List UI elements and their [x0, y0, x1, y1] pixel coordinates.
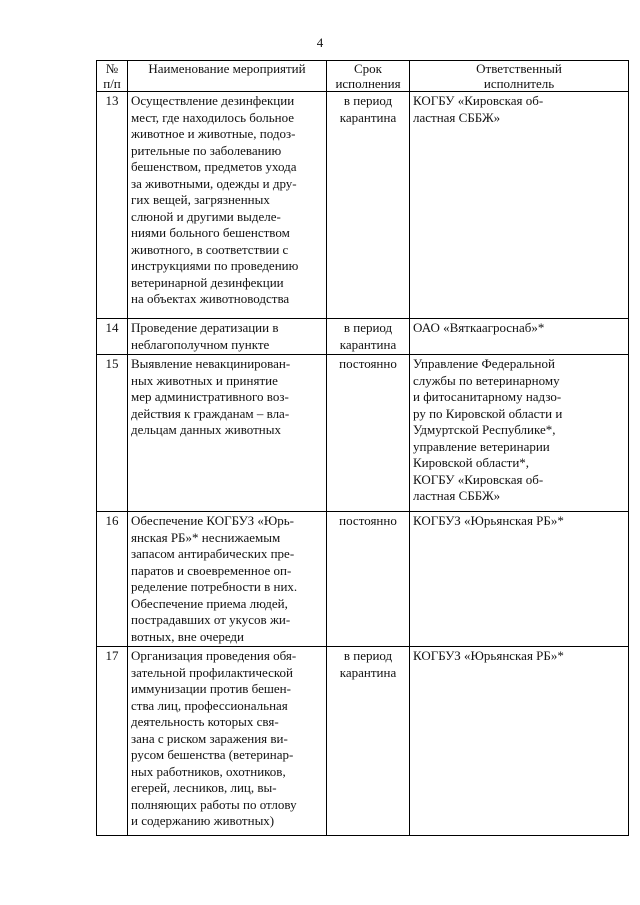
measure-responsible: КОГБУ «Кировская об- ластная СББЖ»	[410, 92, 629, 319]
measure-term: в период карантина	[327, 647, 410, 836]
measure-responsible: ОАО «Вяткаагроснаб»*	[410, 319, 629, 355]
measure-term: постоянно	[327, 355, 410, 512]
measure-name: Организация проведения обя- зательной профилактической иммунизации против бешен- ства лиц, профессиональная деятельность которых свя- зана с риском заражения ви- русом бешенства (ветеринар- ных работников, охотников, егерей, лесников, лиц, вы- полняющих работы по отлову и содержанию животных)	[128, 647, 327, 836]
table-row	[97, 92, 629, 319]
measure-term: в период карантина	[327, 92, 410, 319]
table-row	[97, 355, 629, 512]
measure-term: в период карантина	[327, 319, 410, 355]
measure-responsible: КОГБУЗ «Юрьянская РБ»*	[410, 647, 629, 836]
header-term: Срок исполнения	[327, 61, 410, 92]
table-row	[97, 647, 629, 836]
table-row	[97, 319, 629, 355]
row-number: 15	[97, 355, 128, 512]
row-number: 13	[97, 92, 128, 319]
measure-term: постоянно	[327, 512, 410, 647]
row-number: 14	[97, 319, 128, 355]
table-row	[97, 512, 629, 647]
table-header-row	[97, 61, 629, 92]
header-number: № п/п	[97, 61, 128, 92]
header-measure-name: Наименование мероприятий	[128, 61, 327, 92]
measure-responsible: Управление Федеральной службы по ветеринарному и фитосанитарному надзо- ру по Кировской области и Удмуртской Республике*, управление ветеринарии Кировской области*, КОГБУ «Кировская об- ластная СББЖ»	[410, 355, 629, 512]
measure-name: Выявление невакцинирован- ных животных и принятие мер административного воз- действия к гражданам – вла- дельцам данных животных	[128, 355, 327, 512]
measure-responsible: КОГБУЗ «Юрьянская РБ»*	[410, 512, 629, 647]
page-number: 4	[316, 35, 324, 50]
measures-table	[96, 60, 629, 836]
header-responsible: Ответственный исполнитель	[410, 61, 629, 92]
row-number: 17	[97, 647, 128, 836]
measure-name: Осуществление дезинфекции мест, где находилось больное животное и животные, подоз- рительные по заболеванию бешенством, предметов ухода за животными, одежды и дру- гих вещей, загрязненных слюной и другими выделе- ниями больного бешенством животного, в соответствии с инструкциями по проведению ветеринарной дезинфекции на объектах животноводства	[128, 92, 327, 319]
measure-name: Обеспечение КОГБУЗ «Юрь- янская РБ»* неснижаемым запасом антирабических пре- паратов и своевременное оп- ределение потребности в них. Обеспечение приема людей, пострадавших от укусов жи- вотных, вне очереди	[128, 512, 327, 647]
measure-name: Проведение дератизации в неблагополучном пункте	[128, 319, 327, 355]
row-number: 16	[97, 512, 128, 647]
